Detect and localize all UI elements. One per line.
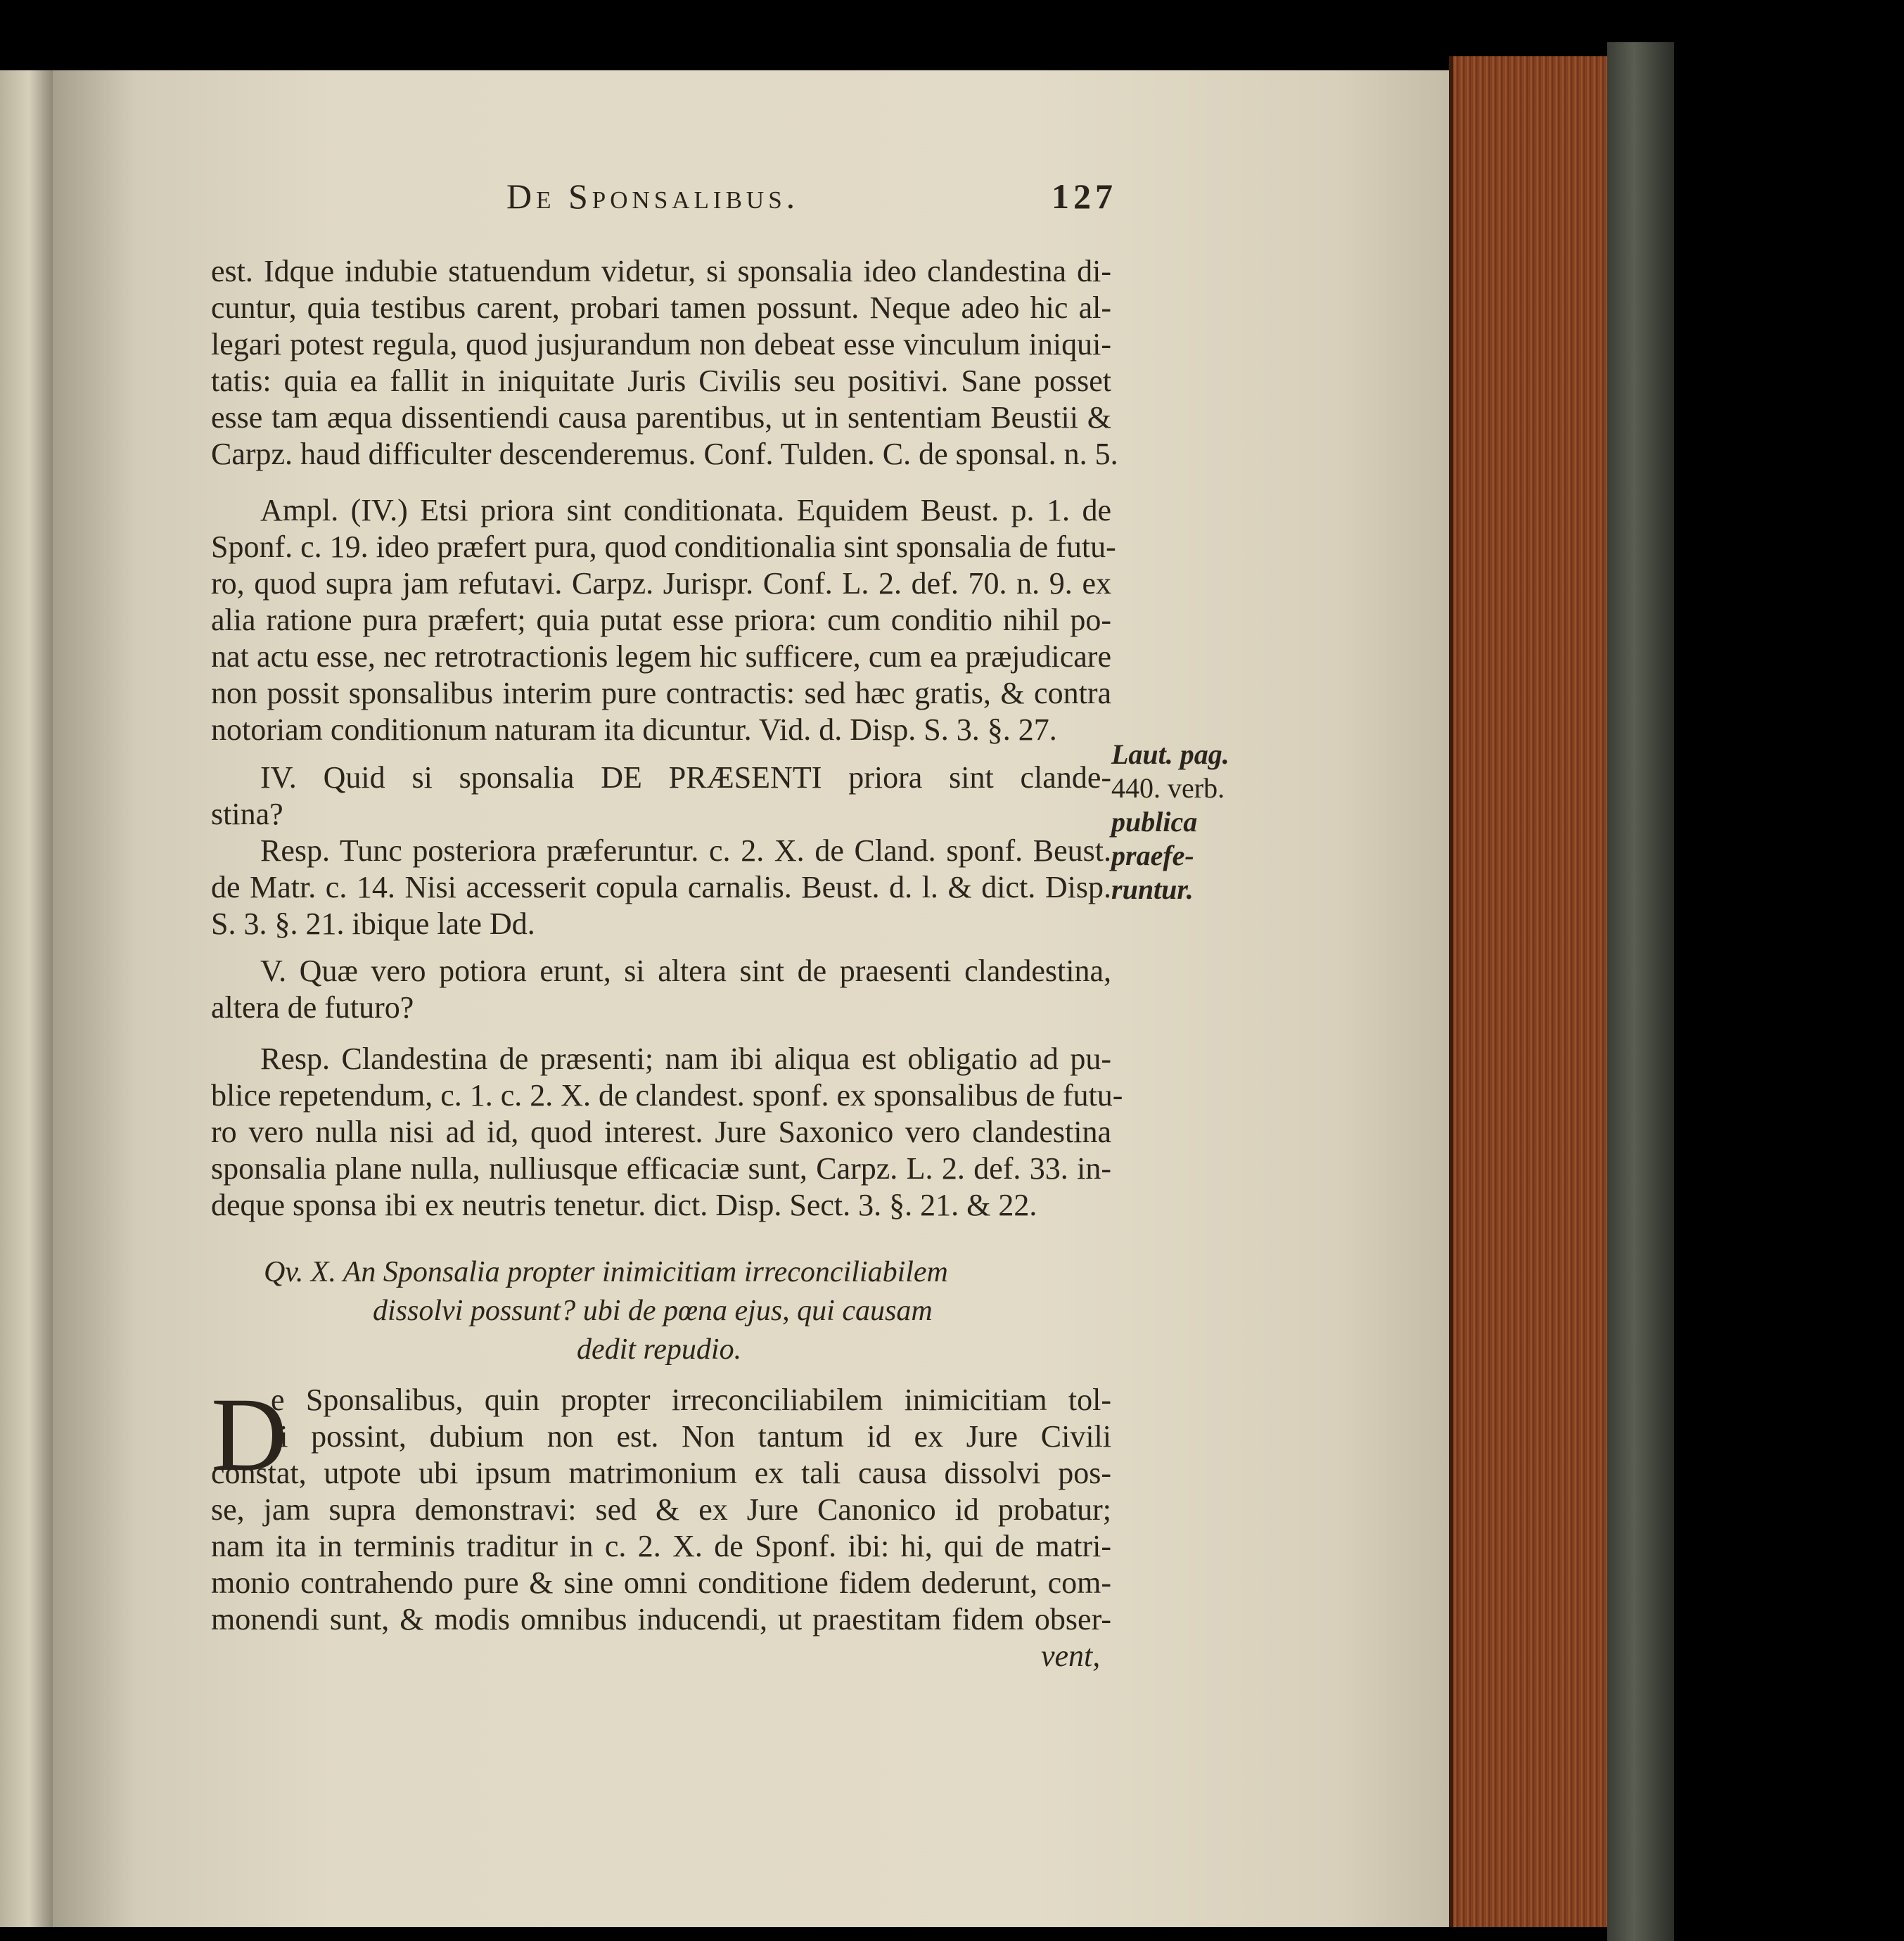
page-block-edge <box>1449 56 1611 1927</box>
text-line: notoriam conditionum naturam ita dicuntur. Vid. d. Disp. S. 3. §. 27. <box>211 712 1057 747</box>
question-title-line: Qv. X. An Sponsalia propter inimicitiam irreconciliabilem <box>264 1256 948 1288</box>
text-line: ro, quod supra jam refutavi. Carpz. Jurispr. Conf. L. 2. def. 70. n. 9. ex <box>211 566 1111 601</box>
text-line: stina? <box>211 797 283 831</box>
text-line: Resp. Clandestina de præsenti; nam ibi aliqua est obligatio ad pu- <box>260 1042 1111 1076</box>
text-line: deque sponsa ibi ex neutris tenetur. dict. Disp. Sect. 3. §. 21. & 22. <box>211 1188 1037 1222</box>
text-line: se, jam supra demonstravi: sed & ex Jure Canonico id probatur; <box>211 1492 1111 1527</box>
drop-cap: D <box>211 1376 288 1493</box>
text-line: ro vero nulla nisi ad id, quod interest. Jure Saxonico vero clandestina <box>211 1115 1111 1149</box>
text-line: legari potest regula, quod jusjurandum non debeat esse vinculum iniqui- <box>211 327 1111 361</box>
text-line: vent, <box>1041 1639 1101 1673</box>
text-line: alia ratione pura præfert; quia putat esse priora: cum conditio nihil po- <box>211 603 1111 637</box>
page-number: 127 <box>1052 177 1117 216</box>
text-line: esse tam æqua dissentiendi causa parentibus, ut in sententiam Beustii & <box>211 400 1111 435</box>
text-line: blice repetendum, c. 1. c. 2. X. de clandest. sponf. ex sponsalibus de futu- <box>211 1078 1123 1113</box>
text-line: monendi sunt, & modis omnibus inducendi, ut praestitam fidem obser- <box>211 1602 1111 1636</box>
text-line: nat actu esse, nec retrotractionis legem hic sufficere, cum ea præjudicare <box>211 639 1111 674</box>
text-line: de Matr. c. 14. Nisi accesserit copula carnalis. Beust. d. l. & dict. Disp. <box>211 870 1111 904</box>
text-line: Sponf. c. 19. ideo præfert pura, quod conditionalia sint sponsalia de futu- <box>211 530 1116 564</box>
margin-note-line: praefe- <box>1111 840 1194 871</box>
text-line: IV. Quid si sponsalia DE PRÆSENTI priora sint clande- <box>260 760 1111 795</box>
margin-note-line: publica <box>1111 806 1198 838</box>
text-line: nam ita in terminis traditur in c. 2. X. de Sponf. ibi: hi, qui de matri- <box>211 1529 1111 1563</box>
text-line: li possint, dubium non est. Non tantum id ex Jure Civili <box>271 1419 1111 1454</box>
text-line: constat, utpote ubi ipsum matrimonium ex tali causa dissolvi pos- <box>211 1456 1111 1490</box>
margin-note-line: 440. verb. <box>1111 772 1225 804</box>
text-line: Carpz. haud difficulter descenderemus. Conf. Tulden. C. de sponsal. n. 5. <box>211 437 1118 471</box>
text-line: Resp. Tunc posteriora præferuntur. c. 2. X. de Cland. sponf. Beust. <box>260 833 1111 868</box>
running-title: De Sponsalibus. <box>506 177 800 216</box>
text-line: cuntur, quia testibus carent, probari tamen possunt. Neque adeo hic al- <box>211 290 1111 325</box>
margin-note-line: runtur. <box>1111 873 1194 905</box>
text-line: Ampl. (IV.) Etsi priora sint conditionata. Equidem Beust. p. 1. de <box>260 493 1111 527</box>
margin-note-line: Laut. pag. <box>1111 738 1229 770</box>
text-line: altera de futuro? <box>211 990 414 1025</box>
running-header <box>506 176 1139 217</box>
text-line: V. Quæ vero potiora erunt, si altera sint de praesenti clandestina, <box>260 954 1111 988</box>
text-line: non possit sponsalibus interim pure contractis: sed hæc gratis, & contra <box>211 676 1111 710</box>
text-line: sponsalia plane nulla, nulliusque efficaciæ sunt, Carpz. L. 2. def. 33. in- <box>211 1151 1111 1186</box>
book-cover <box>1607 42 1674 1941</box>
text-line: monio contrahendo pure & sine omni conditione fidem dederunt, com- <box>211 1565 1111 1600</box>
text-line: est. Idque indubie statuendum videtur, si sponsalia ideo clandestina di- <box>211 254 1111 288</box>
question-title-line: dedit repudio. <box>577 1333 742 1366</box>
text-line: tatis: quia ea fallit in iniquitate Juris Civilis seu positivi. Sane posset <box>211 364 1111 398</box>
question-title-line: dissolvi possunt? ubi de pœna ejus, qui causam <box>373 1295 933 1327</box>
text-line: e Sponsalibus, quin propter irreconciliabilem inimicitiam tol- <box>271 1383 1111 1417</box>
facing-page-edge <box>0 70 53 1927</box>
text-line: S. 3. §. 21. ibique late Dd. <box>211 907 535 941</box>
